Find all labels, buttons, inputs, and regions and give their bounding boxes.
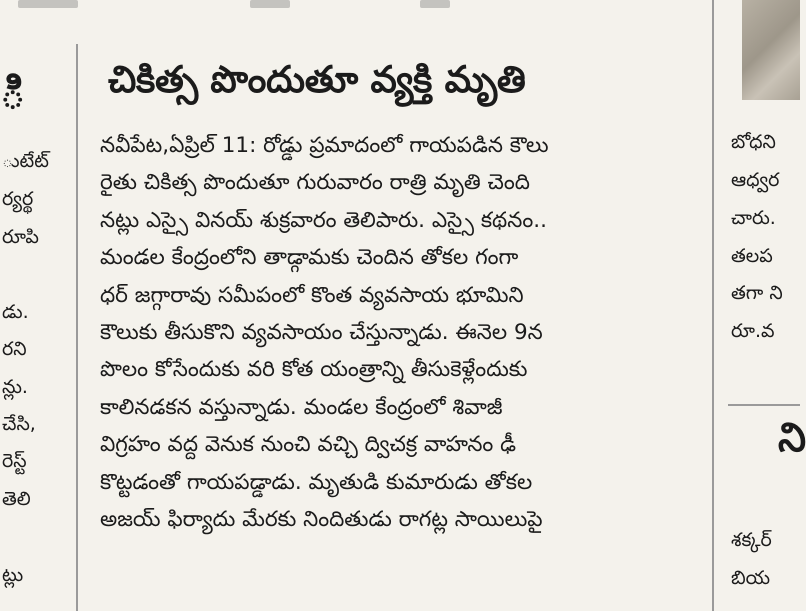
left-column-cropped [0,0,66,611]
article-body-line: కాలినడకన వస్తున్నాడు. మండల కేంద్రంలో శివాజీ [100,394,503,420]
column-divider-right [712,0,714,611]
article-body-line: అజయ్ ఫిర్యాదు మేరకు నిందితుడు రాగట్ల సాయిలుపై [100,506,543,532]
right-column-cropped [728,0,806,611]
top-strip-cropped [0,0,700,10]
left-line-fragment: రూపి [2,226,39,248]
article-body-line: విగ్రహం వద్ద వెనుక నుంచి వచ్చి ద్విచక్ర వాహనం ఢీ [100,432,517,458]
section-divider [728,404,800,406]
right-line-fragment: తగా ని [731,282,783,304]
right-heading-fragment: ని [778,415,806,461]
cropped-photo [742,0,800,100]
left-line-fragment: రని [2,338,27,360]
right-line-fragment: ఆధ్వర [731,169,780,191]
right-line-fragment: చారు. [731,207,776,229]
left-line-fragment: న్లు. [2,376,28,398]
article-body-line: మండల కేంద్రంలోని తాడ్గామకు చెందిన తోకల గంగా [100,245,519,271]
cropped-text-smudge [420,0,450,8]
article-body-line: కొట్టడంతో గాయపడ్డాడు. మృతుడి కుమారుడు తోకల [100,469,533,495]
article-body-line: ధర్ జగ్గారావు సమీపంలో కొంత వ్యవసాయ భూమిని [100,282,524,308]
left-line-fragment: ర్యర్థ [2,188,34,210]
article-body-line: పొలం కోసేందుకు వరి కోత యంత్రాన్ని తీసుకెళ్లేందుకు [100,357,528,383]
right-line-fragment: తలప [731,245,773,267]
right-line-fragment: రూ.వ [731,320,775,342]
left-line-fragment: రెస్ట్ [2,450,27,472]
left-line-fragment: ట్లు [2,564,24,586]
article-body-line: కౌలుకు తీసుకొని వ్యవసాయం చేస్తున్నాడు. ఈనెల 9న [100,319,543,345]
article-body [100,127,704,538]
column-divider-left [76,44,78,611]
left-line-fragment: డు. [2,301,29,323]
article-headline: చికిత్స పొందుతూ వ్యక్తి మృతి [108,58,526,101]
right-line-fragment: శక్కర్ [731,529,772,551]
left-heading-fragment: ి [0,68,26,119]
article-body-line: నవీపేట,ఏప్రిల్ 11: రోడ్డు ప్రమాదంలో గాయపడిన కౌలు [100,133,549,158]
cropped-text-smudge [250,0,290,8]
article-body-line: రైతు చికిత్స పొందుతూ గురువారం రాత్రి మృతి చెంది [100,170,530,196]
left-line-fragment: తెలి [2,488,31,510]
right-line-fragment: బోధని [731,131,776,153]
article-body-line: నట్లు ఎస్సై వినయ్ శుక్రవారం తెలిపారు. ఎస్సై కథనం.. [100,207,547,233]
left-line-fragment: చేసి, [2,413,36,435]
news-article [100,48,710,611]
left-line-fragment: ుటేట్ [2,150,49,172]
right-line-fragment: బియ [731,567,771,589]
